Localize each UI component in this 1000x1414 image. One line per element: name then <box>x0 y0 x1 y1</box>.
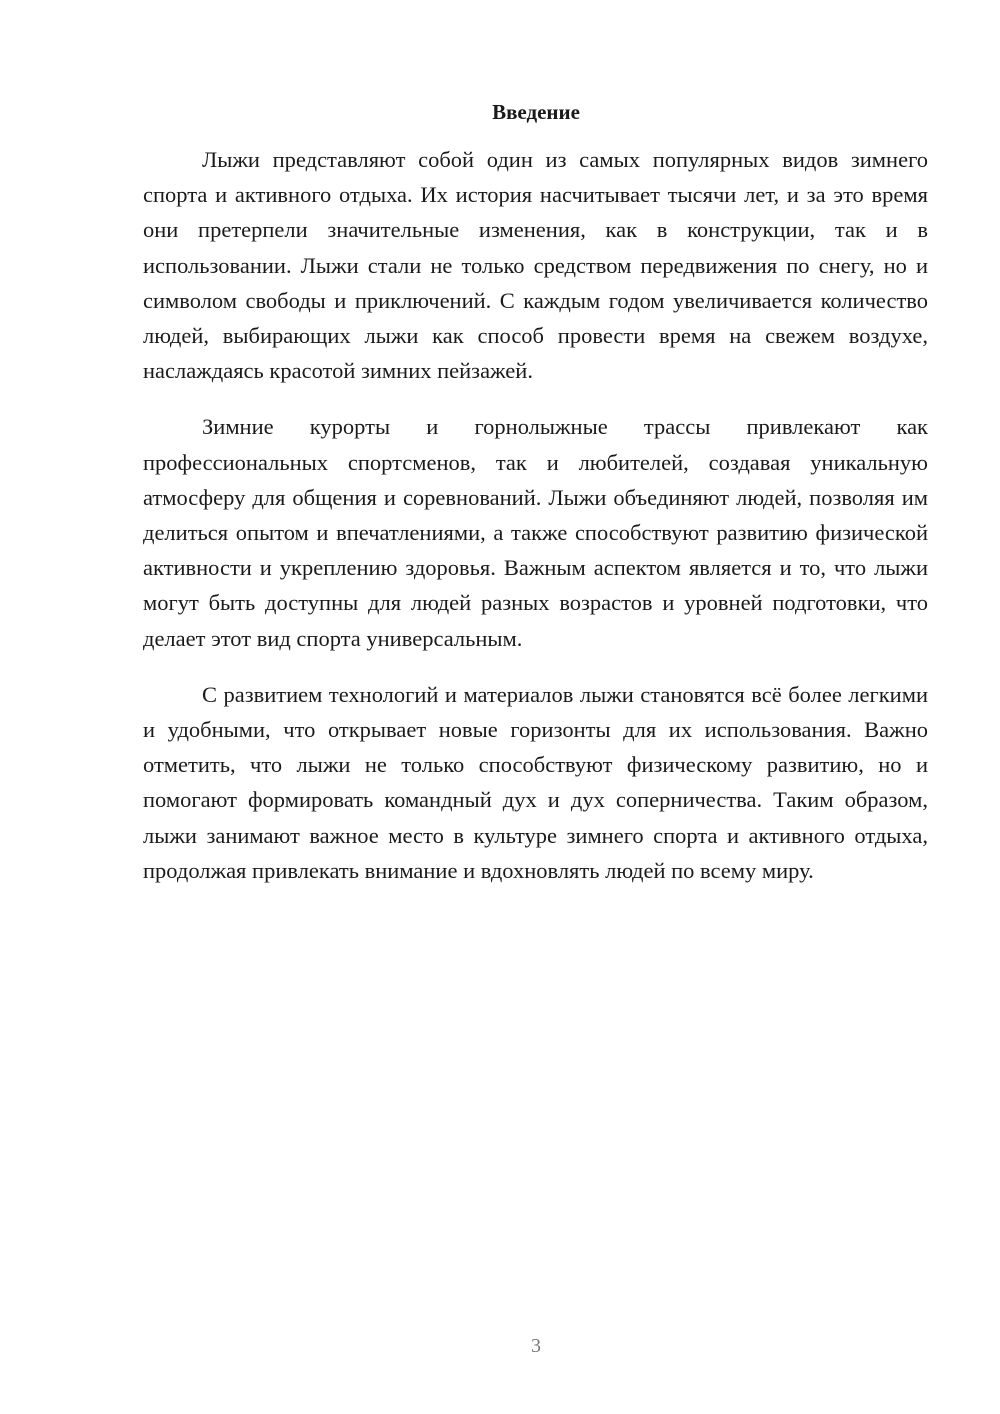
paragraph-3: С развитием технологий и материалов лыжи становятся всё более легкими и удобными, что открывает новые горизонты для их использования. Важно отметить, что лыжи не только способствуют физическому развитию, но и помогают формировать командный дух и дух соперничества. Таким образом, лыжи занимают важное место в культуре зимнего спорта и активного отдыха, продолжая привлекать внимание и вдохновлять людей по всему миру. <box>143 681 928 883</box>
paragraph-2: Зимние курорты и горнолыжные трассы привлекают как профессиональных спортсменов, так и любителей, создавая уникальную атмосферу для общения и соревнований. Лыжи объединяют людей, позволяя им делиться опытом и впечатлениями, а также способствуют развитию физической активности и укреплению здоровья. Важным аспектом является и то, что лыжи могут быть доступны для людей разных возрастов и уровней подготовки, что делает этот вид спорта универсальным. <box>143 414 928 651</box>
body-text <box>143 142 928 909</box>
section-heading: Введение <box>492 100 580 124</box>
paragraph-1: Лыжи представляют собой один из самых популярных видов зимнего спорта и активного отдыха. Их история насчитывает тысячи лет, и за это время они претерпели значительные изменения, как в конструкции, так и в использовании. Лыжи стали не только средством передвижения по снегу, но и символом свободы и приключений. С каждым годом увеличивается количество людей, выбирающих лыжи как способ провести время на свежем воздухе, наслаждаясь красотой зимних пейзажей. <box>143 147 928 384</box>
page-number: 3 <box>531 1335 541 1357</box>
